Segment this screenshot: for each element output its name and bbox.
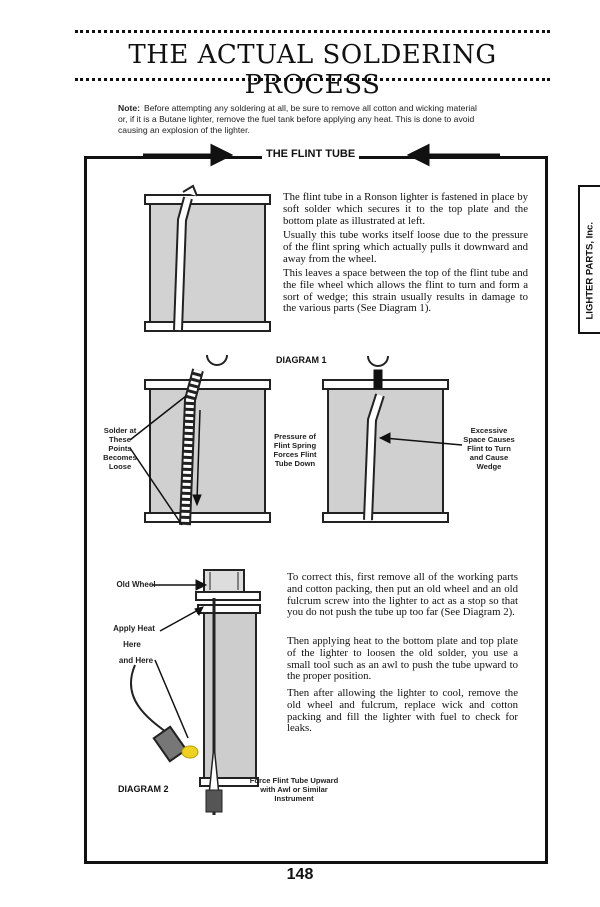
section-paragraph-1: The flint tube in a Ronson lighter is fastened in place by soft solder which secures it to the top plate and the bottom plate as illustrated at left.	[283, 191, 528, 227]
diagram2-paragraph-2: Then applying heat to the bottom plate and top plate of the lighter to loosen the old solder, you use a small tool such as an awl to push the tube upward to the proper position.	[287, 635, 518, 683]
section-paragraph-2: Usually this tube works itself loose due to the pressure of the flint spring which actually pulls it downward and away from the wheel.	[283, 229, 528, 265]
note-lead: Note:	[118, 103, 140, 113]
label-space: Excessive Space Causes Flint to Turn and Cause Wedge	[463, 426, 515, 471]
note-text: Before attempting any soldering at all, be sure to remove all cotton and wicking material or, if it is a Butane lighter, remove the fuel tank before applying any heat. This is done to avoid causing an explosion of the lighter.	[118, 103, 477, 135]
label-force: Force Flint Tube Upward with Awl or Similar Instrument	[249, 776, 339, 803]
diagram2-illustration	[131, 570, 260, 815]
diagram1-left	[130, 355, 270, 525]
side-tab-label: LIGHTER PARTS, Inc.	[584, 222, 596, 320]
diagram1-right	[323, 356, 462, 522]
label-here: Here	[123, 640, 141, 649]
diagram1-title: DIAGRAM 1	[276, 355, 327, 365]
diagram2-paragraph-1: To correct this, first remove all of the working parts and cotton packing, then put an old wheel and an old fulcrum screw into the lighter to act as a stop so that you do not push the tube up too far (See Diagram 2).	[287, 571, 518, 619]
label-pressure: Pressure of Flint Spring Forces Flint Tube Down	[273, 432, 317, 468]
page-number: 148	[286, 866, 314, 883]
label-and-here: and Here	[118, 656, 154, 665]
right-arrow-icon	[410, 146, 500, 164]
left-arrow-icon	[143, 146, 230, 164]
section-paragraph-3: This leaves a space between the top of the flint tube and the file wheel which allows the flint to turn and form a sort of wedge; this strain usually results in damage to the various parts (See Diagram 1).	[283, 267, 528, 315]
label-solder: Solder at These Points Becomes Loose	[103, 426, 137, 471]
flint-tube-illustration	[145, 186, 270, 331]
diagram2-paragraph-3: Then after allowing the lighter to cool, remove the old wheel and fulcrum, replace wick and cotton packing and fill the lighter with fuel to check for leaks.	[287, 687, 518, 735]
section-title: THE FLINT TUBE	[262, 148, 359, 160]
label-old-wheel: Old Wheel	[116, 580, 156, 589]
diagram2-title: DIAGRAM 2	[118, 784, 169, 794]
label-apply-heat: Apply Heat	[113, 624, 155, 633]
page-title: THE ACTUAL SOLDERING PROCESS	[128, 40, 497, 100]
